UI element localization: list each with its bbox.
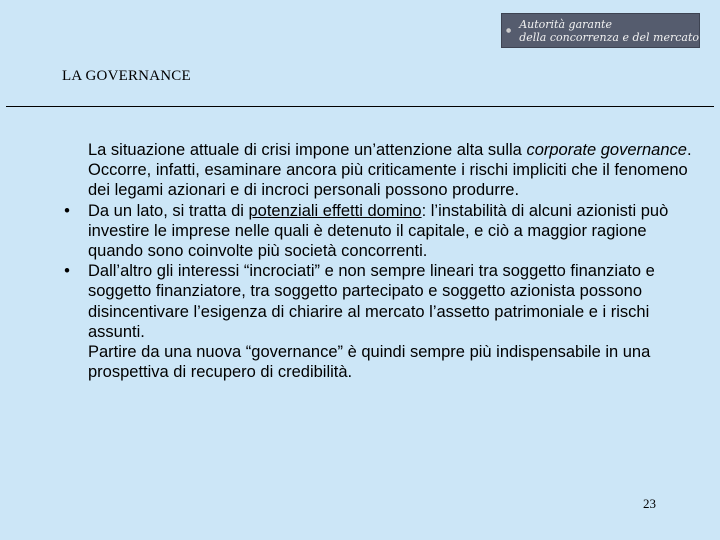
logo-line-1: Autorità garante [519, 17, 612, 31]
bullet-marker: • [64, 262, 70, 281]
logo-wordmark [519, 18, 699, 44]
logo-line-2: della concorrenza e del mercato [519, 30, 699, 44]
bullet-item-domino [60, 201, 700, 262]
page-number: 23 [643, 496, 656, 511]
slide-title: LA GOVERNANCE [62, 68, 191, 84]
paragraph-conclusion [60, 342, 700, 382]
cross-interests-text: Dall’altro gli interessi “incrociati” e non sempre lineari tra soggetto finanziato e soggetto finanziatore, tra soggetto partecipato e soggetto azionista possono disincentivare l’esigenza di chiarire al mercato l’assetto patrimoniale e i rischi assunti. [88, 262, 655, 341]
intro-text-b: . Occorre, infatti, esaminare ancora più criticamente i rischi impliciti che il fenomeno dei legami azionari e di incroci personali possono produrre. [88, 141, 692, 200]
paragraph-intro [60, 140, 700, 201]
slide-body [60, 140, 700, 382]
italian-republic-emblem-icon [506, 14, 511, 47]
title-divider [6, 106, 714, 107]
domino-underlined-term: potenziali effetti domino [248, 201, 422, 220]
domino-text-b: : l’instabilità di alcuni azionisti può investire le imprese nelle quali è detenuto il capitale, e ciò a maggior ragione quando sono coinvolte più società concorrenti. [88, 201, 669, 261]
intro-italic-term: corporate governance [526, 141, 687, 159]
bullet-marker: • [64, 201, 70, 220]
intro-text-a: La situazione attuale di crisi impone un’attenzione alta sulla [88, 141, 527, 159]
domino-text-a: Da un lato, si tratta di [88, 201, 249, 220]
agcm-logo [501, 13, 700, 48]
conclusion-text: Partire da una nuova “governance” è quindi sempre più indispensabile in una prospettiva di recupero di credibilità. [88, 343, 651, 382]
bullet-item-cross-interests [60, 261, 700, 342]
